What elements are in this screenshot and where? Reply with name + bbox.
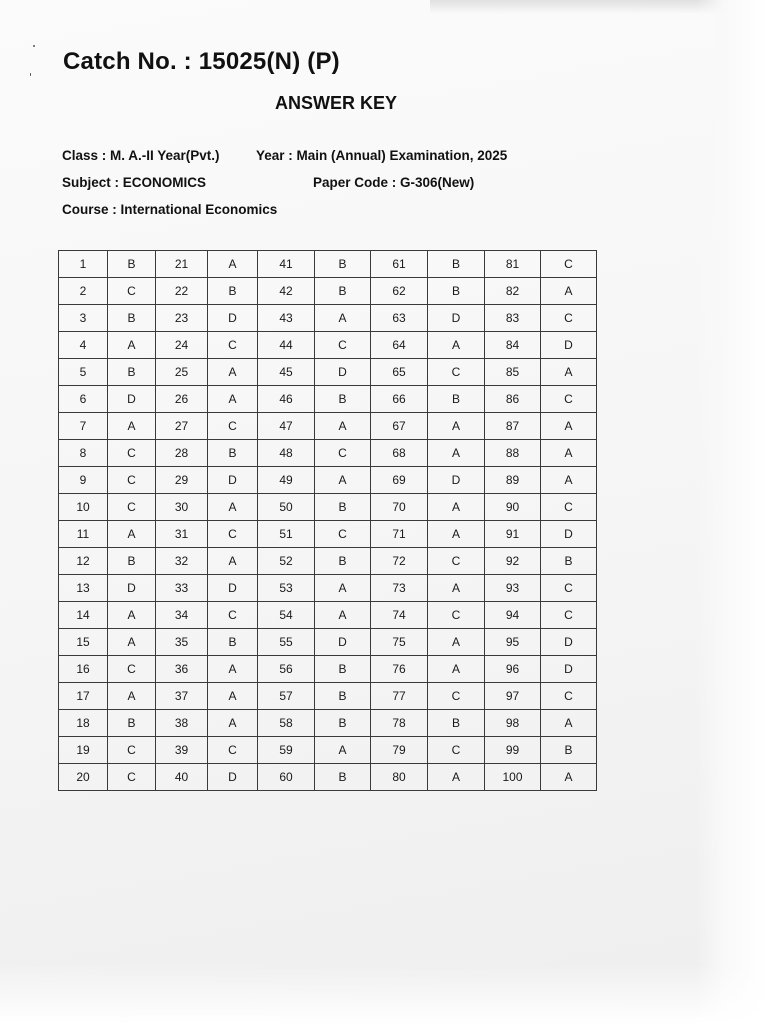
question-number-cell: 96 bbox=[485, 656, 541, 683]
answer-option-cell: A bbox=[108, 332, 156, 359]
question-number-cell: 15 bbox=[59, 629, 108, 656]
scan-edge-bottom bbox=[0, 964, 768, 1024]
question-number-cell: 61 bbox=[371, 251, 428, 278]
answer-option-cell: B bbox=[315, 710, 371, 737]
table-row bbox=[59, 386, 597, 413]
page-title: ANSWER KEY bbox=[274, 93, 397, 113]
table-row bbox=[59, 251, 597, 278]
question-number-cell: 3 bbox=[59, 305, 108, 332]
question-number-cell: 51 bbox=[258, 521, 315, 548]
answer-option-cell: A bbox=[428, 575, 485, 602]
question-number-cell: 69 bbox=[371, 467, 428, 494]
question-number-cell: 40 bbox=[156, 764, 208, 791]
answer-option-cell: A bbox=[108, 521, 156, 548]
question-number-cell: 74 bbox=[371, 602, 428, 629]
answer-option-cell: B bbox=[108, 251, 156, 278]
answer-option-cell: D bbox=[541, 629, 597, 656]
answer-option-cell: D bbox=[541, 656, 597, 683]
answer-option-cell: A bbox=[108, 413, 156, 440]
question-number-cell: 9 bbox=[59, 467, 108, 494]
answer-key-body bbox=[59, 251, 597, 791]
question-number-cell: 8 bbox=[59, 440, 108, 467]
answer-option-cell: A bbox=[208, 656, 258, 683]
answer-option-cell: A bbox=[315, 467, 371, 494]
answer-option-cell: D bbox=[208, 467, 258, 494]
answer-option-cell: C bbox=[541, 575, 597, 602]
answer-option-cell: C bbox=[541, 386, 597, 413]
answer-option-cell: A bbox=[428, 764, 485, 791]
answer-option-cell: A bbox=[108, 602, 156, 629]
answer-option-cell: A bbox=[428, 521, 485, 548]
question-number-cell: 12 bbox=[59, 548, 108, 575]
answer-option-cell: A bbox=[315, 737, 371, 764]
question-number-cell: 22 bbox=[156, 278, 208, 305]
answer-option-cell: A bbox=[208, 548, 258, 575]
answer-option-cell: A bbox=[428, 440, 485, 467]
question-number-cell: 13 bbox=[59, 575, 108, 602]
answer-option-cell: D bbox=[208, 575, 258, 602]
answer-option-cell: B bbox=[428, 278, 485, 305]
question-number-cell: 36 bbox=[156, 656, 208, 683]
answer-option-cell: A bbox=[108, 683, 156, 710]
question-number-cell: 11 bbox=[59, 521, 108, 548]
answer-option-cell: B bbox=[108, 305, 156, 332]
question-number-cell: 92 bbox=[485, 548, 541, 575]
answer-option-cell: C bbox=[108, 494, 156, 521]
question-number-cell: 91 bbox=[485, 521, 541, 548]
question-number-cell: 84 bbox=[485, 332, 541, 359]
scan-edge-right bbox=[696, 0, 768, 1024]
question-number-cell: 10 bbox=[59, 494, 108, 521]
answer-option-cell: C bbox=[108, 278, 156, 305]
table-row bbox=[59, 467, 597, 494]
question-number-cell: 19 bbox=[59, 737, 108, 764]
question-number-cell: 4 bbox=[59, 332, 108, 359]
table-row bbox=[59, 629, 597, 656]
question-number-cell: 89 bbox=[485, 467, 541, 494]
answer-option-cell: C bbox=[428, 737, 485, 764]
table-row bbox=[59, 602, 597, 629]
question-number-cell: 70 bbox=[371, 494, 428, 521]
question-number-cell: 28 bbox=[156, 440, 208, 467]
question-number-cell: 38 bbox=[156, 710, 208, 737]
subject-label: Subject : ECONOMICS bbox=[62, 175, 207, 190]
catch-number: Catch No. : 15025(N) (P) bbox=[63, 48, 340, 75]
question-number-cell: 20 bbox=[59, 764, 108, 791]
question-number-cell: 66 bbox=[371, 386, 428, 413]
question-number-cell: 100 bbox=[485, 764, 541, 791]
course-label: Course : International Economics bbox=[62, 202, 278, 217]
answer-option-cell: A bbox=[428, 629, 485, 656]
answer-option-cell: B bbox=[315, 656, 371, 683]
answer-option-cell: C bbox=[108, 440, 156, 467]
question-number-cell: 24 bbox=[156, 332, 208, 359]
answer-option-cell: B bbox=[428, 251, 485, 278]
table-row bbox=[59, 440, 597, 467]
question-number-cell: 21 bbox=[156, 251, 208, 278]
question-number-cell: 44 bbox=[258, 332, 315, 359]
answer-option-cell: C bbox=[315, 332, 371, 359]
question-number-cell: 60 bbox=[258, 764, 315, 791]
question-number-cell: 45 bbox=[258, 359, 315, 386]
question-number-cell: 23 bbox=[156, 305, 208, 332]
answer-option-cell: B bbox=[428, 710, 485, 737]
table-row bbox=[59, 683, 597, 710]
answer-option-cell: B bbox=[315, 386, 371, 413]
answer-option-cell: D bbox=[428, 467, 485, 494]
answer-option-cell: B bbox=[315, 494, 371, 521]
answer-option-cell: A bbox=[208, 251, 258, 278]
question-number-cell: 2 bbox=[59, 278, 108, 305]
table-row bbox=[59, 737, 597, 764]
question-number-cell: 43 bbox=[258, 305, 315, 332]
question-number-cell: 39 bbox=[156, 737, 208, 764]
question-number-cell: 85 bbox=[485, 359, 541, 386]
question-number-cell: 48 bbox=[258, 440, 315, 467]
question-number-cell: 75 bbox=[371, 629, 428, 656]
question-number-cell: 87 bbox=[485, 413, 541, 440]
question-number-cell: 81 bbox=[485, 251, 541, 278]
answer-option-cell: C bbox=[428, 548, 485, 575]
question-number-cell: 62 bbox=[371, 278, 428, 305]
question-number-cell: 67 bbox=[371, 413, 428, 440]
year-label: Year : Main (Annual) Examination, 2025 bbox=[256, 148, 508, 163]
question-number-cell: 93 bbox=[485, 575, 541, 602]
table-row bbox=[59, 494, 597, 521]
answer-option-cell: A bbox=[541, 710, 597, 737]
question-number-cell: 53 bbox=[258, 575, 315, 602]
scan-speck bbox=[33, 45, 35, 47]
table-row bbox=[59, 710, 597, 737]
paper-code-label: Paper Code : G-306(New) bbox=[313, 175, 475, 190]
answer-option-cell: D bbox=[541, 521, 597, 548]
answer-option-cell: C bbox=[208, 413, 258, 440]
question-number-cell: 47 bbox=[258, 413, 315, 440]
question-number-cell: 16 bbox=[59, 656, 108, 683]
table-row bbox=[59, 413, 597, 440]
table-row bbox=[59, 548, 597, 575]
answer-option-cell: B bbox=[108, 359, 156, 386]
question-number-cell: 99 bbox=[485, 737, 541, 764]
answer-option-cell: A bbox=[541, 413, 597, 440]
question-number-cell: 72 bbox=[371, 548, 428, 575]
answer-option-cell: B bbox=[208, 278, 258, 305]
answer-option-cell: A bbox=[541, 467, 597, 494]
question-number-cell: 46 bbox=[258, 386, 315, 413]
table-row bbox=[59, 656, 597, 683]
scan-speck bbox=[30, 73, 31, 76]
question-number-cell: 5 bbox=[59, 359, 108, 386]
answer-option-cell: B bbox=[315, 278, 371, 305]
answer-option-cell: A bbox=[428, 494, 485, 521]
answer-option-cell: D bbox=[108, 575, 156, 602]
question-number-cell: 41 bbox=[258, 251, 315, 278]
question-number-cell: 71 bbox=[371, 521, 428, 548]
answer-option-cell: B bbox=[541, 548, 597, 575]
answer-option-cell: C bbox=[208, 737, 258, 764]
answer-option-cell: C bbox=[541, 305, 597, 332]
answer-key-table bbox=[58, 250, 597, 791]
answer-option-cell: D bbox=[108, 386, 156, 413]
question-number-cell: 37 bbox=[156, 683, 208, 710]
question-number-cell: 80 bbox=[371, 764, 428, 791]
question-number-cell: 26 bbox=[156, 386, 208, 413]
answer-option-cell: C bbox=[208, 521, 258, 548]
answer-option-cell: B bbox=[541, 737, 597, 764]
question-number-cell: 56 bbox=[258, 656, 315, 683]
answer-option-cell: C bbox=[541, 251, 597, 278]
answer-option-cell: A bbox=[315, 305, 371, 332]
answer-option-cell: A bbox=[428, 656, 485, 683]
answer-option-cell: C bbox=[108, 467, 156, 494]
question-number-cell: 7 bbox=[59, 413, 108, 440]
answer-option-cell: D bbox=[315, 359, 371, 386]
answer-option-cell: B bbox=[315, 251, 371, 278]
question-number-cell: 50 bbox=[258, 494, 315, 521]
table-row bbox=[59, 305, 597, 332]
question-number-cell: 94 bbox=[485, 602, 541, 629]
answer-option-cell: A bbox=[208, 494, 258, 521]
answer-option-cell: A bbox=[541, 278, 597, 305]
answer-option-cell: D bbox=[208, 305, 258, 332]
question-number-cell: 57 bbox=[258, 683, 315, 710]
question-number-cell: 54 bbox=[258, 602, 315, 629]
question-number-cell: 33 bbox=[156, 575, 208, 602]
answer-option-cell: A bbox=[208, 386, 258, 413]
answer-option-cell: B bbox=[315, 548, 371, 575]
answer-option-cell: A bbox=[315, 413, 371, 440]
answer-option-cell: C bbox=[108, 737, 156, 764]
answer-option-cell: A bbox=[315, 602, 371, 629]
answer-option-cell: A bbox=[208, 683, 258, 710]
question-number-cell: 63 bbox=[371, 305, 428, 332]
answer-option-cell: A bbox=[541, 359, 597, 386]
answer-option-cell: C bbox=[541, 494, 597, 521]
answer-option-cell: A bbox=[541, 764, 597, 791]
answer-option-cell: C bbox=[315, 521, 371, 548]
question-number-cell: 90 bbox=[485, 494, 541, 521]
question-number-cell: 25 bbox=[156, 359, 208, 386]
answer-option-cell: B bbox=[108, 548, 156, 575]
question-number-cell: 86 bbox=[485, 386, 541, 413]
question-number-cell: 78 bbox=[371, 710, 428, 737]
question-number-cell: 17 bbox=[59, 683, 108, 710]
question-number-cell: 34 bbox=[156, 602, 208, 629]
answer-option-cell: C bbox=[108, 656, 156, 683]
answer-option-cell: C bbox=[428, 602, 485, 629]
question-number-cell: 58 bbox=[258, 710, 315, 737]
question-number-cell: 55 bbox=[258, 629, 315, 656]
question-number-cell: 14 bbox=[59, 602, 108, 629]
question-number-cell: 97 bbox=[485, 683, 541, 710]
answer-option-cell: C bbox=[208, 602, 258, 629]
table-row bbox=[59, 278, 597, 305]
question-number-cell: 64 bbox=[371, 332, 428, 359]
answer-option-cell: C bbox=[541, 683, 597, 710]
class-label: Class : M. A.-II Year(Pvt.) bbox=[62, 148, 220, 163]
table-row bbox=[59, 764, 597, 791]
answer-option-cell: C bbox=[541, 602, 597, 629]
table-row bbox=[59, 521, 597, 548]
answer-option-cell: A bbox=[315, 575, 371, 602]
answer-option-cell: A bbox=[208, 359, 258, 386]
answer-option-cell: A bbox=[428, 332, 485, 359]
answer-option-cell: B bbox=[428, 386, 485, 413]
answer-option-cell: D bbox=[208, 764, 258, 791]
question-number-cell: 83 bbox=[485, 305, 541, 332]
question-number-cell: 6 bbox=[59, 386, 108, 413]
answer-option-cell: B bbox=[108, 710, 156, 737]
question-number-cell: 30 bbox=[156, 494, 208, 521]
answer-option-cell: C bbox=[208, 332, 258, 359]
answer-option-cell: D bbox=[428, 305, 485, 332]
question-number-cell: 49 bbox=[258, 467, 315, 494]
question-number-cell: 35 bbox=[156, 629, 208, 656]
question-number-cell: 18 bbox=[59, 710, 108, 737]
question-number-cell: 76 bbox=[371, 656, 428, 683]
question-number-cell: 52 bbox=[258, 548, 315, 575]
answer-option-cell: D bbox=[315, 629, 371, 656]
answer-option-cell: A bbox=[108, 629, 156, 656]
question-number-cell: 42 bbox=[258, 278, 315, 305]
table-row bbox=[59, 332, 597, 359]
question-number-cell: 32 bbox=[156, 548, 208, 575]
answer-option-cell: A bbox=[541, 440, 597, 467]
question-number-cell: 29 bbox=[156, 467, 208, 494]
answer-option-cell: D bbox=[541, 332, 597, 359]
question-number-cell: 68 bbox=[371, 440, 428, 467]
question-number-cell: 88 bbox=[485, 440, 541, 467]
answer-option-cell: A bbox=[428, 413, 485, 440]
answer-option-cell: C bbox=[315, 440, 371, 467]
question-number-cell: 59 bbox=[258, 737, 315, 764]
answer-option-cell: C bbox=[428, 359, 485, 386]
question-number-cell: 1 bbox=[59, 251, 108, 278]
answer-option-cell: B bbox=[208, 440, 258, 467]
question-number-cell: 82 bbox=[485, 278, 541, 305]
table-row bbox=[59, 575, 597, 602]
question-number-cell: 77 bbox=[371, 683, 428, 710]
question-number-cell: 95 bbox=[485, 629, 541, 656]
answer-option-cell: B bbox=[208, 629, 258, 656]
answer-option-cell: C bbox=[428, 683, 485, 710]
question-number-cell: 31 bbox=[156, 521, 208, 548]
question-number-cell: 27 bbox=[156, 413, 208, 440]
question-number-cell: 98 bbox=[485, 710, 541, 737]
question-number-cell: 73 bbox=[371, 575, 428, 602]
answer-option-cell: C bbox=[108, 764, 156, 791]
answer-option-cell: A bbox=[208, 710, 258, 737]
answer-option-cell: B bbox=[315, 764, 371, 791]
answer-option-cell: B bbox=[315, 683, 371, 710]
question-number-cell: 65 bbox=[371, 359, 428, 386]
question-number-cell: 79 bbox=[371, 737, 428, 764]
table-row bbox=[59, 359, 597, 386]
